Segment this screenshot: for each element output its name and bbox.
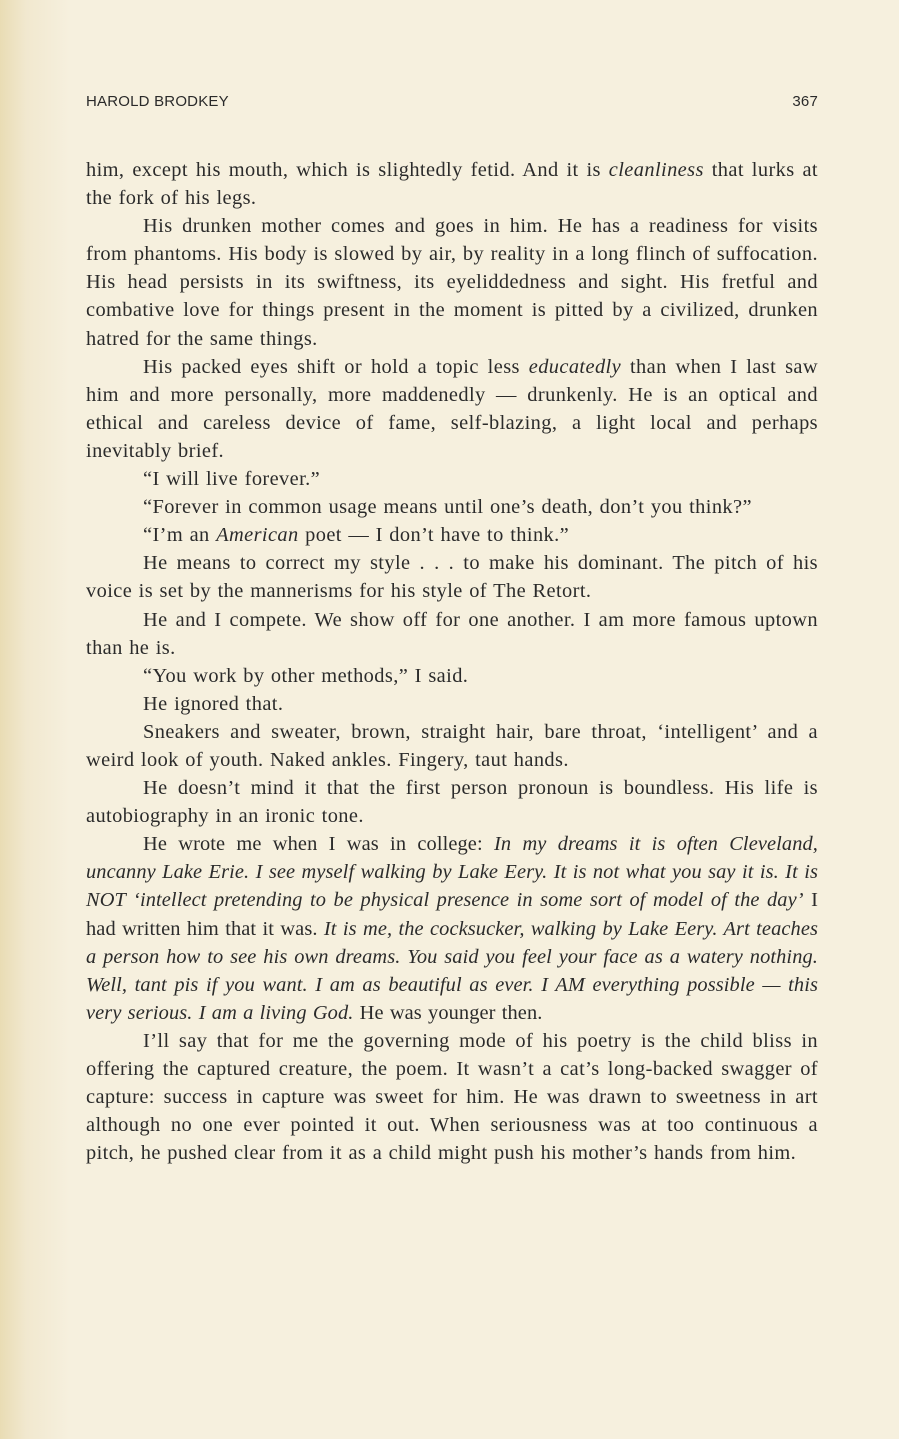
paragraph: He and I compete. We show off for one another. I am more famous uptown than he is. xyxy=(86,608,818,659)
paragraph: “You work by other methods,” I said. xyxy=(143,664,469,687)
italic-run: In my dreams it is often Cleveland, uncanny Lake Erie. I see myself walking by Lake Eery. It is not what you say it is. It is NOT ‘intellect pretending to be physical presence in some sort of model of the day’ xyxy=(86,833,818,912)
text-run: He wrote me when I was in college: xyxy=(143,833,494,856)
paragraph: “I will live forever.” xyxy=(143,468,321,491)
page-number: 367 xyxy=(792,93,818,110)
paragraph xyxy=(86,156,818,212)
text-run: “I’m an xyxy=(143,524,217,547)
paragraph: I’ll say that for me the governing mode of his poetry is the child bliss in offering the captured creature, the poem. It wasn’t a cat’s long-backed swagger of capture: success in capture was sweet for him. He was drawn to sweetness in art although no one ever pointed it out. When seriousness was at too continuous a pitch, he pushed clear from it as a child might push his mother’s hands from him. xyxy=(86,1029,818,1165)
paragraph: He ignored that. xyxy=(143,692,284,715)
paragraph xyxy=(86,830,818,1027)
text-run: than when I last saw him and more personally, more maddenedly — drunkenly. He is an optical and ethical and careless device of fame, self-blazing, a light local and perhaps inevitably brief. xyxy=(86,355,818,462)
text-run: that lurks at the fork of his legs. xyxy=(86,159,818,210)
paragraph: He means to correct my style . . . to make his dominant. The pitch of his voice is set by the mannerisms for his style of The Retort. xyxy=(86,552,818,603)
text-run: He was younger then. xyxy=(353,1001,543,1024)
body-text xyxy=(86,156,818,1167)
text-run: His packed eyes shift or hold a topic less xyxy=(143,355,529,378)
paragraph: His drunken mother comes and goes in him. He has a readiness for visits from phantoms. His body is slowed by air, by reality in a long flinch of suffocation. His head persists in its swiftness, its eyeliddedness and sight. His fretful and combative love for things present in the moment is pitted by a civilized, drunken hatred for the same things. xyxy=(86,215,818,350)
italic-run: It is me, the cocksucker, walking by Lake Eery. Art teaches a person how to see his own dreams. You said you feel your face as a watery nothing. Well, tant pis if you want. I am as beautiful as ever. I AM everything possible — this very serious. I am a living God. xyxy=(86,917,819,1024)
text-run: poet — I don’t have to think.” xyxy=(298,524,570,547)
paragraph xyxy=(86,353,818,465)
paragraph: “Forever in common usage means until one’s death, don’t you think?” xyxy=(143,496,752,519)
running-header xyxy=(86,93,818,117)
text-run: I had written him that it was. xyxy=(86,889,819,940)
running-head-author: HAROLD BRODKEY xyxy=(86,93,229,110)
italic-run: American xyxy=(216,524,299,547)
italic-run: cleanliness xyxy=(608,159,704,181)
text-run: him, except his mouth, which is slightedly fetid. And it is xyxy=(86,159,609,181)
paragraph xyxy=(86,521,818,549)
paragraph: He doesn’t mind it that the first person pronoun is boundless. His life is autobiography in an ironic tone. xyxy=(86,777,818,828)
paragraph: Sneakers and sweater, brown, straight hair, bare throat, ‘intelligent’ and a weird look of youth. Naked ankles. Fingery, taut hands. xyxy=(86,720,818,771)
italic-run: educatedly xyxy=(528,355,622,378)
